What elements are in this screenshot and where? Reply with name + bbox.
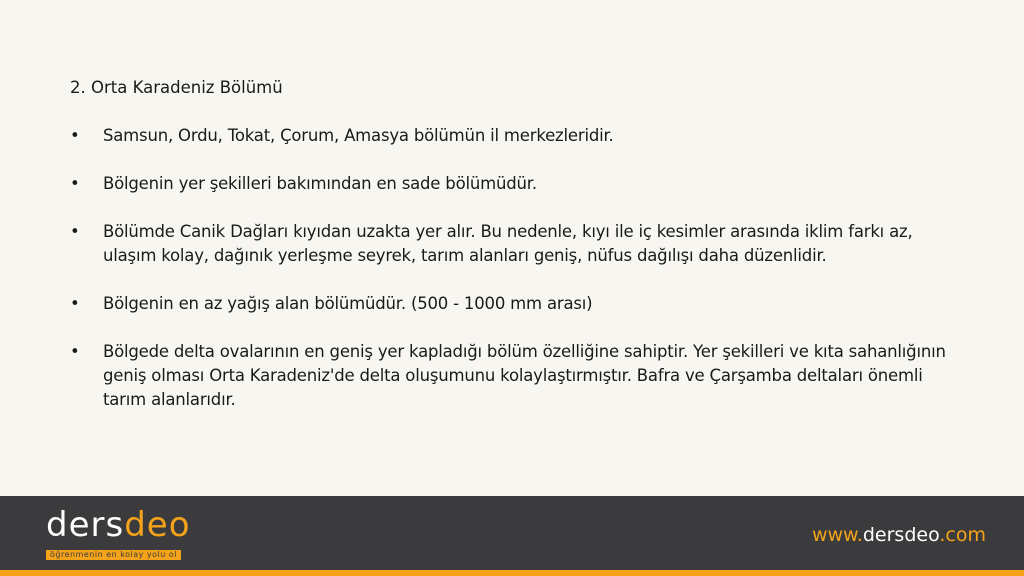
bullet-icon: • [70,342,80,361]
bullet-text: Bölümde Canik Dağları kıyıdan uzakta yer alır. Bu nedenle, kıyı ile iç kesimler arasında iklim farkı az, ulaşım kolay, dağınık yerleşme seyrek, tarım alanları geniş, nüfus dağılışı daha düzenlidir. [103,222,913,265]
logo-part-deo: deo [124,505,191,545]
logo-wordmark [46,505,191,545]
footer-accent-stripe [0,570,1024,576]
bullet-text: Bölgenin yer şekilleri bakımından en sade bölümüdür. [103,174,537,193]
bullet-icon: • [70,222,80,241]
logo-part-ders: ders [46,505,125,545]
bullet-item-5 [70,340,950,412]
dersdeo-logo [46,505,191,561]
bullet-icon: • [70,294,80,313]
bullet-item-1 [70,124,950,148]
website-url [812,524,986,546]
url-suffix: .com [939,524,986,546]
url-name: dersdeo [862,524,940,546]
bullet-text: Bölgede delta ovalarının en geniş yer kapladığı bölüm özelliğine sahiptir. Yer şekilleri ve kıta sahanlığının geniş olması Orta Karadeniz'de delta oluşumunu kolaylaştırmıştır. Bafra ve Çarşamba deltaları önemli tarım alanlarıdır. [103,342,946,409]
bullet-item-4 [70,292,950,316]
footer-bar [0,496,1024,570]
bullet-text: Bölgenin en az yağış alan bölümüdür. (500 - 1000 mm arası) [103,294,593,313]
bullet-item-2 [70,172,950,196]
bullet-item-3 [70,220,950,268]
url-prefix: www. [811,524,863,546]
bullet-icon: • [70,174,80,193]
logo-tagline: öğrenmenin en kolay yolu ol [46,550,181,560]
bullet-text: Samsun, Ordu, Tokat, Çorum, Amasya bölümün il merkezleridir. [103,126,614,145]
section-heading: 2. Orta Karadeniz Bölümü [70,78,283,97]
slide-content [70,76,950,436]
bullet-icon: • [70,126,80,145]
